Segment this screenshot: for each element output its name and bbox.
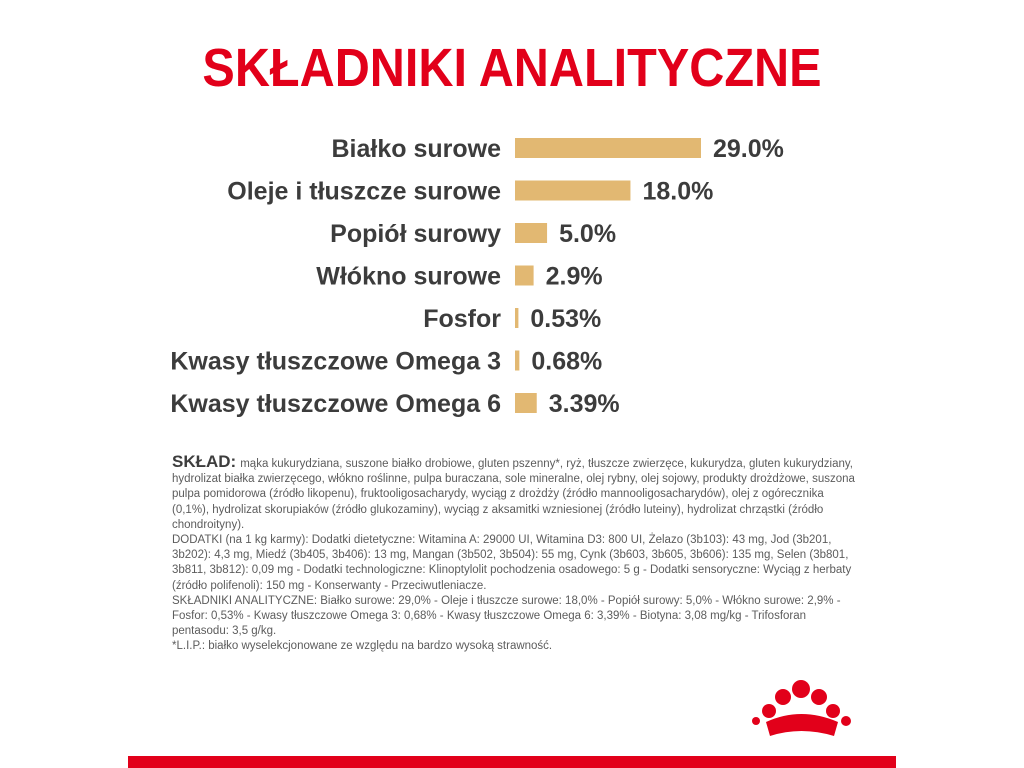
analytical-text: SKŁADNIKI ANALITYCZNE: Białko surowe: 29,0% - Oleje i tłuszcze surowe: 18,0% - Popiół surowy: 5,0% - Włókno surowe: 2,9% - Fosfor: 0,53% - Kwasy tłuszczowe Omega 3: 0,68% - Kwasy tłuszczowe Omega 6: 3,39% - Biotyna: 3,08 mg/kg - Trifosforan pentasodu: 3,5 g/kg. bbox=[172, 594, 841, 638]
bar bbox=[515, 266, 534, 286]
category-label: Oleje i tłuszcze surowe bbox=[227, 177, 501, 206]
analytical-bar-chart bbox=[0, 120, 1024, 430]
value-label: 2.9% bbox=[545, 262, 603, 291]
additives-text: DODATKI (na 1 kg karmy): Dodatki dietetyczne: Witamina A: 29000 UI, Witamina D3: 800 UI, Żelazo (3b103): 43 mg, Jod (3b201, 3b202): 4,3 mg, Miedź (3b405, 3b406): 13 mg, Mangan (3b502, 3b504): 55 mg, Cynk (3b603, 3b605, 3b606): 135 mg, Selen (3b801, 3b811, 3b812): 0,09 mg - Dodatki technologiczne: Klinoptylolit pochodzenia osadowego: 5 g - Dodatki sensoryczne: Wyciąg z herbaty (źródło polifenoli): 150 mg - Konserwanty - Przeciwutleniacze. bbox=[172, 534, 852, 592]
value-label: 0.68% bbox=[531, 347, 603, 376]
category-label: Włókno surowe bbox=[316, 262, 501, 291]
ingredients-paragraph bbox=[172, 454, 862, 533]
bar bbox=[515, 351, 519, 371]
page-title: SKŁADNIKI ANALITYCZNE bbox=[202, 38, 822, 98]
composition-heading: SKŁAD: bbox=[172, 452, 237, 471]
bar bbox=[515, 138, 701, 158]
footnote-text: *L.I.P.: białko wyselekcjonowane ze względu na bardzo wysoką strawność. bbox=[172, 640, 553, 653]
bar bbox=[515, 181, 630, 201]
bar bbox=[515, 308, 518, 328]
bar bbox=[515, 393, 537, 413]
brand-bottom-bar bbox=[128, 756, 896, 768]
value-label: 18.0% bbox=[642, 177, 714, 206]
value-label: 0.53% bbox=[530, 305, 602, 333]
value-label: 29.0% bbox=[713, 135, 784, 163]
crown-icon bbox=[752, 676, 862, 742]
category-label: Kwasy tłuszczowe Omega 3 bbox=[170, 347, 501, 376]
category-label: Fosfor bbox=[423, 305, 501, 333]
value-label: 3.39% bbox=[548, 390, 620, 418]
ingredients-text: mąka kukurydziana, suszone białko drobiowe, gluten pszenny*, ryż, tłuszcze zwierzęce, kukurydza, gluten kukurydziany, hydrolizat białka zwierzęcego, włókno roślinne, pulpa buraczana, sole mineralne, olej rybny, olej sojowy, produkty drożdżowe, suszona pulpa pomidorowa (źródło likopenu), fruktooligosacharydy, wyciąg z drożdży (źródło mannooligosacharydów), olej z ogórecznika (0,1%), hydrolizat skorupiaków (źródło glukozaminy), wyciąg z aksamitki wzniesionej (źródło luteiny), hydrolizat chrząstki (źródło chondroityny). bbox=[172, 458, 855, 531]
composition-text bbox=[172, 454, 862, 655]
category-label: Białko surowe bbox=[331, 135, 501, 163]
category-label: Popiół surowy bbox=[330, 220, 501, 248]
value-label: 5.0% bbox=[559, 220, 617, 248]
category-label: Kwasy tłuszczowe Omega 6 bbox=[170, 390, 501, 418]
bar bbox=[515, 223, 547, 243]
